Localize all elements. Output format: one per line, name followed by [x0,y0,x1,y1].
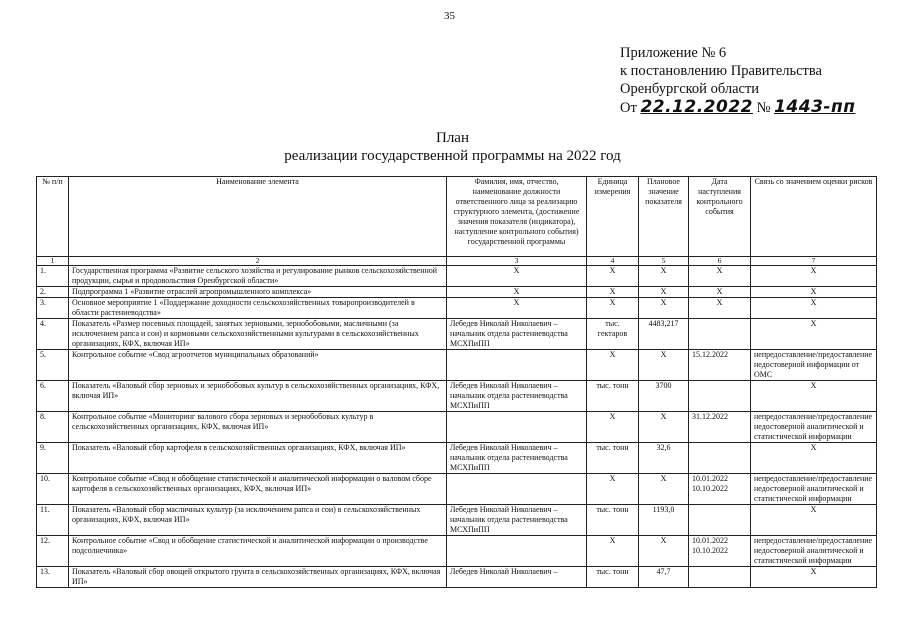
header-cell: Связь со значением оценки рисков [751,177,877,257]
unit-cell: X [587,412,639,443]
from-label: От [620,100,637,116]
column-number: 3 [447,257,587,266]
unit-cell: X [587,474,639,505]
event-date-cell: X [689,266,751,287]
unit-cell: X [587,266,639,287]
table-header-row [37,177,877,257]
row-number-cell: 11. [37,505,69,536]
element-name-cell: Подпрограмма 1 «Развитие отраслей агропромышленного комплекса» [69,287,447,298]
plan-value-cell: 32,6 [639,443,689,474]
appendix-line-2: к постановлению Правительства [620,63,822,79]
handwritten-date: 22.12.2022 [640,97,753,117]
table-row [37,298,877,319]
responsible-person-cell: Лебедев Николай Николаевич – начальник отдела растениеводства МСХПиПП [447,443,587,474]
element-name-cell: Показатель «Размер посевных площадей, занятых зерновыми, зернобобовыми, масличными (за исключением рапса и сои) и кормовыми сельскохозяйственными культурами в сельскохозяйственных организациях, КФХ, включая ИП» [69,319,447,350]
unit-cell: X [587,298,639,319]
risk-link-cell: X [751,381,877,412]
responsible-person-cell: Лебедев Николай Николаевич – начальник отдела растениеводства МСХПиПП [447,381,587,412]
element-name-cell: Показатель «Валовый сбор овощей открытого грунта в сельскохозяйственных организациях, КФХ, включая ИП» [69,567,447,588]
row-number-cell: 4. [37,319,69,350]
event-date-cell: 10.01.2022 10.10.2022 [689,474,751,505]
responsible-person-cell: X [447,266,587,287]
column-number: 5 [639,257,689,266]
plan-table [36,176,877,588]
column-number: 1 [37,257,69,266]
responsible-person-cell: Лебедев Николай Николаевич – начальник отдела растениеводства МСХПиПП [447,505,587,536]
plan-value-cell: 4483,217 [639,319,689,350]
risk-link-cell: X [751,443,877,474]
row-number-cell: 10. [37,474,69,505]
element-name-cell: Контрольное событие «Свод и обобщение статистической и аналитической информации о валовом сборе картофеля в сельскохозяйственных организациях, КФХ, включая ИП» [69,474,447,505]
table-row [37,443,877,474]
event-date-cell [689,567,751,588]
element-name-cell: Контрольное событие «Мониторинг валового сбора зерновых и зернобобовых культур в сельскохозяйственных организациях, КФХ, включая ИП» [69,412,447,443]
column-number: 6 [689,257,751,266]
risk-link-cell: X [751,505,877,536]
responsible-person-cell [447,474,587,505]
event-date-cell [689,381,751,412]
event-date-cell [689,505,751,536]
plan-value-cell: X [639,350,689,381]
table-row [37,567,877,588]
unit-cell: тыс. тонн [587,567,639,588]
element-name-cell: Показатель «Валовый сбор картофеля в сельскохозяйственных организациях, КФХ, включая ИП» [69,443,447,474]
header-cell: Плановое значение показателя [639,177,689,257]
document-title: План [435,130,469,146]
row-number-cell: 1. [37,266,69,287]
event-date-cell: 15.12.2022 [689,350,751,381]
appendix-line-1: Приложение № 6 [620,45,727,61]
risk-link-cell: X [751,567,877,588]
table-row [37,266,877,287]
row-number-cell: 3. [37,298,69,319]
row-number-cell: 5. [37,350,69,381]
event-date-cell: 31.12.2022 [689,412,751,443]
plan-value-cell: 47,7 [639,567,689,588]
row-number-cell: 13. [37,567,69,588]
event-date-cell [689,319,751,350]
table-row [37,287,877,298]
unit-cell: тыс. тонн [587,381,639,412]
risk-link-cell: X [751,298,877,319]
number-label: № [756,100,771,116]
column-number: 2 [69,257,447,266]
page-number: 35 [444,10,455,22]
table-row [37,381,877,412]
row-number-cell: 8. [37,412,69,443]
row-number-cell: 6. [37,381,69,412]
responsible-person-cell [447,412,587,443]
responsible-person-cell: X [447,287,587,298]
plan-value-cell: X [639,287,689,298]
column-number-row [37,257,877,266]
header-cell: Единица измерения [587,177,639,257]
table-row [37,505,877,536]
document-subtitle: реализации государственной программы на 2022 год [284,148,621,164]
table-row [37,412,877,443]
responsible-person-cell: Лебедев Николай Николаевич – [447,567,587,588]
responsible-person-cell: X [447,298,587,319]
table-row [37,536,877,567]
header-cell: Дата наступления контрольного события [689,177,751,257]
row-number-cell: 9. [37,443,69,474]
table-row [37,350,877,381]
unit-cell: X [587,350,639,381]
table-row [37,319,877,350]
element-name-cell: Показатель «Валовый сбор зерновых и зернобобовых культур в сельскохозяйственных организациях, КФХ, включая ИП» [69,381,447,412]
risk-link-cell: непредоставление/предоставление недостоверной информации от ОМС [751,350,877,381]
element-name-cell: Основное мероприятие 1 «Поддержание доходности сельскохозяйственных товаропроизводителей в области растениеводства» [69,298,447,319]
plan-value-cell: 3700 [639,381,689,412]
risk-link-cell: X [751,266,877,287]
event-date-cell: 10.01.2022 10.10.2022 [689,536,751,567]
unit-cell: X [587,536,639,567]
unit-cell: тыс. тонн [587,443,639,474]
unit-cell: X [587,287,639,298]
event-date-cell [689,443,751,474]
appendix-line-3: Оренбургской области [620,81,760,97]
risk-link-cell: X [751,287,877,298]
handwritten-number: 1443-пп [774,97,856,117]
plan-value-cell: X [639,412,689,443]
table-row [37,474,877,505]
responsible-person-cell [447,536,587,567]
element-name-cell: Контрольное событие «Свод и обобщение статистической и аналитической информации о производстве подсолнечника» [69,536,447,567]
appendix-date-line [620,98,855,117]
event-date-cell: X [689,298,751,319]
column-number: 7 [751,257,877,266]
risk-link-cell: X [751,319,877,350]
risk-link-cell: непредоставление/предоставление недостоверной аналитической и статистической информации [751,536,877,567]
element-name-cell: Государственная программа «Развитие сельского хозяйства и регулирование рынков сельскохозяйственной продукции, сырья и продовольствия Оренбургской области» [69,266,447,287]
plan-value-cell: X [639,266,689,287]
unit-cell: тыс. гектаров [587,319,639,350]
plan-value-cell: 1193,0 [639,505,689,536]
responsible-person-cell [447,350,587,381]
row-number-cell: 2. [37,287,69,298]
row-number-cell: 12. [37,536,69,567]
risk-link-cell: непредоставление/предоставление недостоверной аналитической и статистической информации [751,412,877,443]
risk-link-cell: непредоставление/предоставление недостоверной аналитической и статистической информации [751,474,877,505]
element-name-cell: Показатель «Валовый сбор масличных культур (за исключением рапса и сои) в сельскохозяйственных организациях, КФХ, включая ИП» [69,505,447,536]
plan-value-cell: X [639,474,689,505]
element-name-cell: Контрольное событие «Свод агроотчетов муниципальных образований» [69,350,447,381]
column-number: 4 [587,257,639,266]
plan-value-cell: X [639,536,689,567]
appendix-header [620,44,855,117]
header-cell: № п/п [37,177,69,257]
unit-cell: тыс. тонн [587,505,639,536]
event-date-cell: X [689,287,751,298]
responsible-person-cell: Лебедев Николай Николаевич – начальник отдела растениеводства МСХПиПП [447,319,587,350]
header-cell: Наименование элемента [69,177,447,257]
plan-value-cell: X [639,298,689,319]
header-cell: Фамилия, имя, отчество, наименование должности ответственного лица за реализацию структурного элемента, (достижение значения показателя (индикатора), наступление контрольного события) государственной программы [447,177,587,257]
